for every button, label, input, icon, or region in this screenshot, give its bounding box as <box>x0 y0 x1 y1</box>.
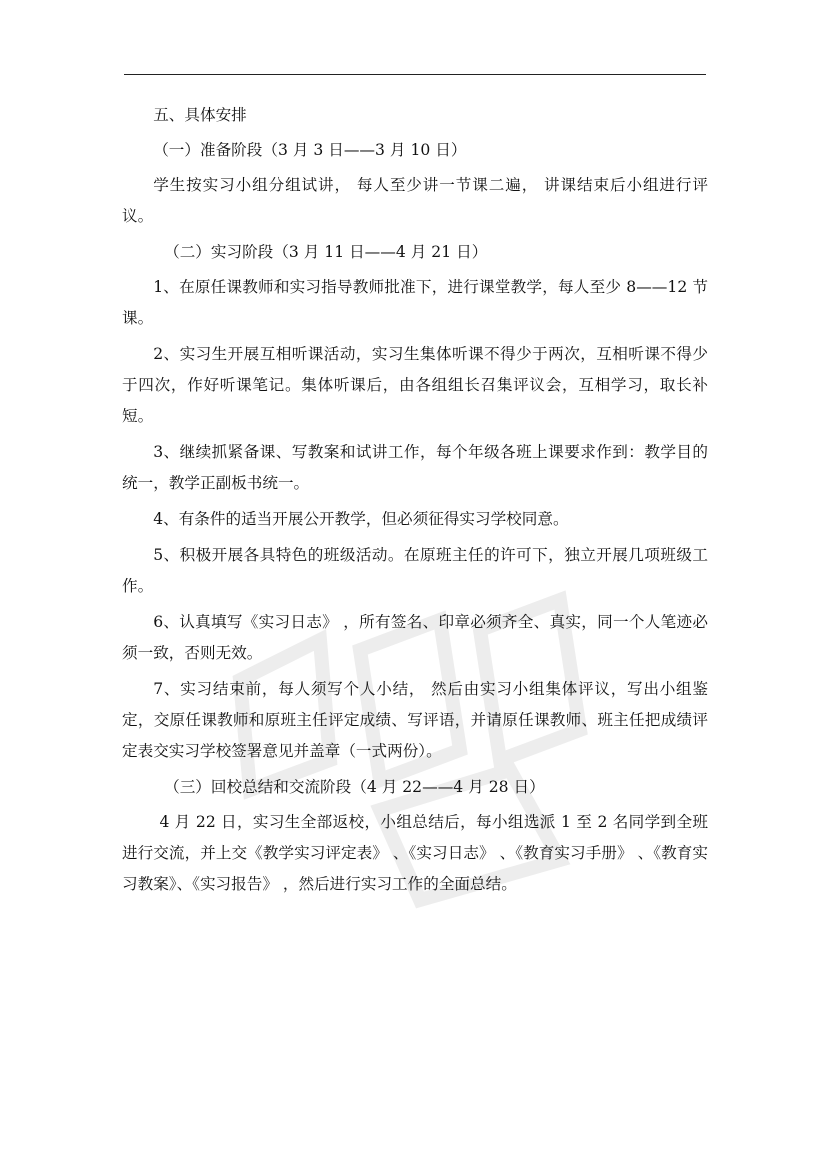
list-item: 4、有条件的适当开展公开教学，但必须征得实习学校同意。 <box>153 510 569 528</box>
list-item: 3、继续抓紧备课、写教案和试讲工作，每个年级各班上课要求作到：教学目的统一，教学正副板书统一。 <box>122 443 708 492</box>
subsection-heading: （二）实习阶段（3 月 11 日——4 月 21 日） <box>164 243 488 261</box>
body-paragraph: 4 月 22 日，实习生全部返校，小组总结后，每小组选派 1 至 2 名同学到全班进行交流，并上交《教学实习评定表》 、《实习日志》 、《教育实习手册》 、《教育实习教案》、《实习报告》 ，然后进行实习工作的全面总结。 <box>122 813 708 893</box>
list-item: 7、实习结束前，每人须写个人小结， 然后由实习小组集体评议，写出小组鉴定，交原任课教师和原班主任评定成绩、写评语，并请原任课教师、班主任把成绩评定表交实习学校签署意见并盖章（一式两份）。 <box>122 680 708 760</box>
section-heading: 五、具体安排 <box>153 106 247 124</box>
list-item: 1、在原任课教师和实习指导教师批准下，进行课堂教学，每人至少 8——12 节课。 <box>122 278 708 327</box>
list-item: 6、认真填写《实习日志》 ，所有签名、印章必须齐全、真实，同一个人笔迹必须一致，否则无效。 <box>122 613 708 662</box>
document-body <box>122 100 708 905</box>
header-rule <box>124 74 706 75</box>
list-item: 2、实习生开展互相听课活动，实习生集体听课不得少于两次，互相听课不得少于四次，作好听课笔记。集体听课后，由各组组长召集评议会，互相学习，取长补短。 <box>122 345 708 425</box>
subsection-heading: （三）回校总结和交流阶段（4 月 22——4 月 28 日） <box>164 778 545 796</box>
body-paragraph: 学生按实习小组分组试讲， 每人至少讲一节课二遍， 讲课结束后小组进行评议。 <box>122 176 708 225</box>
subsection-heading: （一）准备阶段（3 月 3 日——3 月 10 日） <box>153 141 467 159</box>
list-item: 5、积极开展各具特色的班级活动。在原班主任的许可下，独立开展几项班级工作。 <box>122 546 708 595</box>
